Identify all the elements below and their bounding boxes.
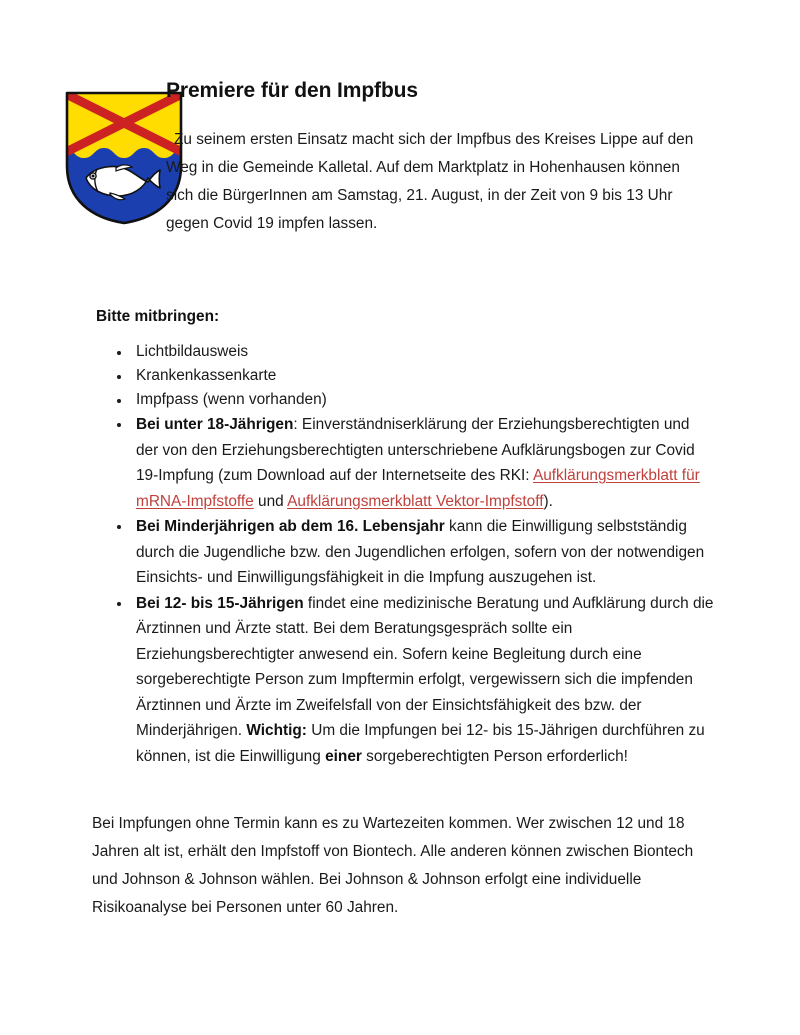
list-item-text: Lichtbildausweis: [136, 343, 249, 360]
closing-paragraph: Bei Impfungen ohne Termin kann es zu Wartezeiten kommen. Wer zwischen 12 und 18 Jahren alt ist, erhält den Impfstoff von Biontech. Alle anderen können zwischen Biontech und Johnson & Johnson wählen. Bei Johnson & Johnson erfolgt eine individuelle Risikoanalyse bei Personen unter 60 Jahren.: [92, 815, 694, 916]
list-item-bold-lead: Bei 12- bis 15-Jährigen: [136, 594, 304, 612]
list-item-bold-wichtig: Wichtig:: [246, 722, 307, 739]
list-item-text-2: Um die Impfungen bei 12- bis 15-Jährigen durchführen zu können, ist die Einwilligung: [136, 722, 705, 765]
list-item-bold-lead: Bei unter 18-Jährigen: [136, 416, 294, 433]
list-item-text: findet eine medizinische Beratung und Aufklärung durch die Ärztinnen und Ärzte statt. Bei dem Beratungsgespräch sollte ein Erziehungsberechtigter anwesend ein. Sofern keine Begleitung durch eine sorgeberechtigte Person zum Impftermin erfolgt, vergewissern sich die impfenden Ärztinnen und Ärzte im Zweifelsfall von der Einsichtsfähigkeit des bzw. der Minderjährigen.: [136, 594, 714, 739]
link-vektor-merkblatt[interactable]: Aufklärungsmerkblatt Vektor-Impfstoff: [287, 492, 544, 510]
document-header: [0, 78, 800, 238]
list-item: [96, 364, 716, 388]
link-mrna-merkblatt[interactable]: Aufklärungsmerkblatt für mRNA-Impfstoffe: [136, 467, 700, 510]
list-item-12-bis-15: [96, 591, 716, 770]
list-item-text-3: sorgeberechtigten Person erforderlich!: [361, 747, 628, 765]
list-item-text-2: und: [253, 492, 288, 510]
requirements-list: [96, 340, 716, 769]
list-item-text: : Einverständniserklärung der Erziehungsberechtigten und der von den Erziehungsberechtigten unterschriebene Aufklärungsbogen zur Covid 19-Impfung (zum Download auf der Internetseite des RKI:: [136, 416, 695, 484]
list-item-text: kann die Einwilligung selbstständig durch die Jugendliche bzw. den Jugendlichen erfolgen, sofern von der notwendigen Einsichts- und Einwilligungsfähigkeit in die Impfung auszugehen ist.: [136, 518, 705, 586]
list-item: [96, 388, 716, 412]
list-item-text: Impfpass (wenn vorhanden): [136, 391, 327, 408]
header-text-column: [152, 78, 800, 238]
list-item-under-18: [96, 412, 716, 514]
bring-along-heading: Bitte mitbringen:: [96, 308, 220, 325]
list-item-ab-16: [96, 514, 716, 591]
list-item-bold-einer: einer: [325, 747, 362, 765]
list-item-text: Krankenkassenkarte: [136, 367, 277, 384]
list-item-bold-lead: Bei Minderjährigen ab dem 16. Lebensjahr: [136, 518, 445, 535]
list-item: [96, 340, 716, 364]
crest-figure: [0, 78, 152, 226]
page-title: Premiere für den Impfbus: [166, 79, 418, 102]
list-item-text-3: ).: [543, 492, 553, 510]
lead-paragraph: Zu seinem ersten Einsatz macht sich der Impfbus des Kreises Lippe auf den Weg in die Gemeinde Kalletal. Auf dem Marktplatz in Hohenhausen können sich die BürgerInnen am Samstag, 21. August, in der Zeit von 9 bis 13 Uhr gegen Covid 19 impfen lassen.: [166, 131, 694, 233]
